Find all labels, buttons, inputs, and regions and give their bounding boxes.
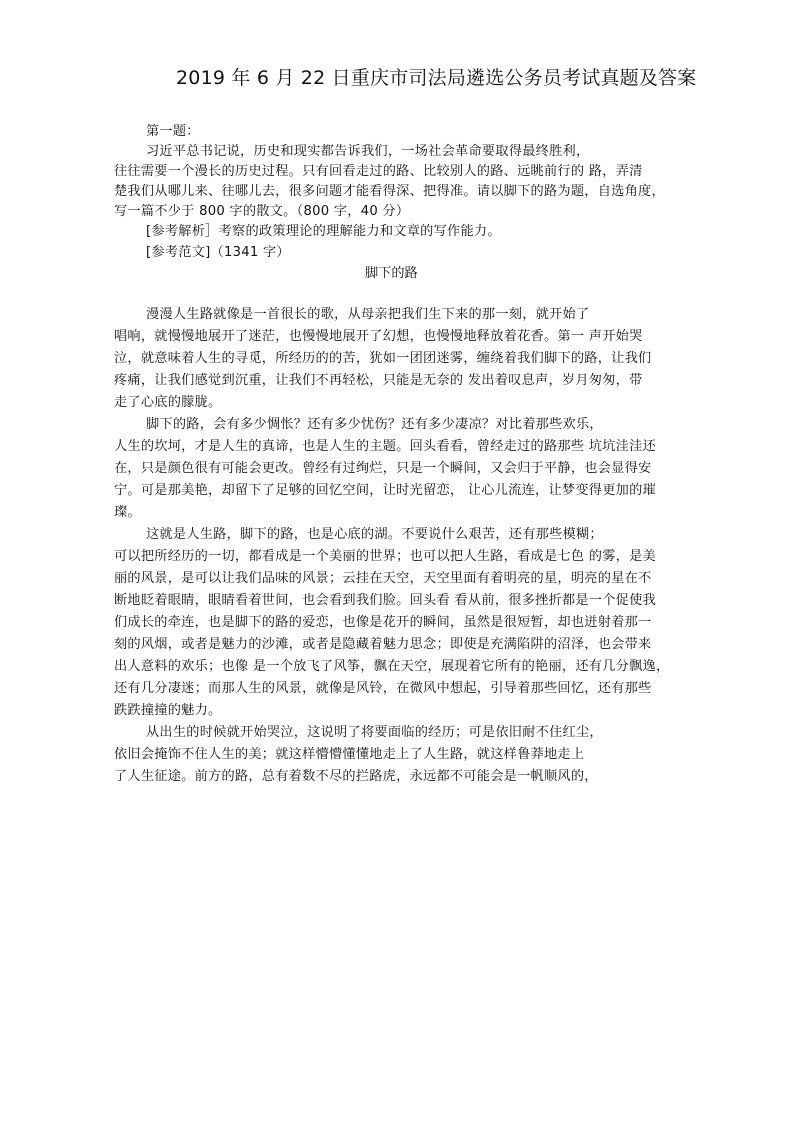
- paragraph-line: 走了心底的朦胧。: [114, 395, 222, 410]
- paragraph-line: 了人生征途。前方的路，总有着数不尽的拦路虎，永远都不可能会是一帆顺风的，: [114, 769, 598, 784]
- paragraph-line: 依旧会掩饰不住人生的美；就这样懵懵懂懂地走上了人生路，就这样鲁莽地走上: [114, 747, 585, 762]
- paragraph-line: 这就是人生路，脚下的路，也是心底的湖。不要说什么艰苦，还有那些模糊；: [146, 527, 603, 542]
- paragraph-line: 可以把所经历的一切，都看成是一个美丽的世界；也可以把人生路，看成是七色 的雾，是美: [114, 549, 656, 564]
- question-line: 楚我们从哪儿来、往哪儿去，很多问题才能看得深、把得准。请以脚下的路为题，自选角度，: [114, 184, 665, 199]
- question-line: 习近平总书记说，历史和现实都告诉我们，一场社会革命要取得最终胜利，: [146, 144, 590, 159]
- paragraph-line: 宁。可是那美艳，却留下了足够的回忆空间，让时光留恋， 让心儿流连，让梦变得更加的璀: [114, 483, 656, 498]
- paragraph-line: 断地眨着眼睛，眼睛看着世间，也会看到我们脸。回头看 看从前，很多挫折都是一个促使我: [114, 593, 656, 608]
- paragraph-line: 人生的坎坷，才是人生的真谛，也是人生的主题。回头看看，曾经走过的路那些 坑坑洼洼还: [114, 439, 656, 454]
- paragraph-line: 唱响，就慢慢地展开了迷茫，也慢慢地展开了幻想，也慢慢地释放着花香。第一 声开始哭: [114, 329, 643, 344]
- paragraph-line: 丽的风景，是可以让我们品味的风景；云挂在天空，天空里面有着明亮的星，明亮的星在不: [114, 571, 652, 586]
- paragraph-line: 跌跌撞撞的魅力。: [114, 703, 222, 718]
- paragraph-line: 出人意料的欢乐；也像 是一个放飞了风筝，飘在天空，展现着它所有的艳丽，还有几分飘逸，: [114, 659, 670, 674]
- paragraph-line: 疼痛，让我们感觉到沉重，让我们不再轻松，只能是无奈的 发出着叹息声，岁月匆匆，带: [114, 373, 643, 388]
- paragraph-line: 漫漫人生路就像是一首很长的歌，从母亲把我们生下来的那一刻，就开始了: [146, 307, 590, 322]
- analysis-note: [参考解析］考察的政策理论的理解能力和文章的写作能力。: [146, 224, 501, 239]
- essay-title: 脚下的路: [365, 266, 418, 281]
- paragraph-line: 脚下的路，会有多少惆怅？还有多少忧伤？还有多少凄凉？对比着那些欢乐，: [146, 417, 603, 432]
- paragraph-line: 们成长的牵连，也是脚下的路的爱恋，也像是花开的瞬间，虽然是很短暂，却也迸射着那一: [114, 615, 652, 630]
- paragraph-line: 在，只是颜色很有可能会更改。曾经有过绚烂，只是一个瞬间，又会归于平静，也会显得安: [114, 461, 652, 476]
- paragraph-line: 璨。: [114, 505, 141, 520]
- question-label: 第一题：: [146, 124, 200, 139]
- question-line: 往往需要一个漫长的历史过程。只有回看走过的路、比较别人的路、远眺前行的 路，弄清: [114, 164, 643, 179]
- paragraph-line: 还有几分凄迷；而那人生的风景，就像是风铃，在微风中想起，引导着那些回忆，还有那些: [114, 681, 652, 696]
- paragraph-line: 从出生的时候就开始哭泣，这说明了将要面临的经历；可是依旧耐不住红尘，: [146, 725, 603, 740]
- paragraph-line: 泣，就意味着人生的寻觅，所经历的的苦，犹如一团团迷雾，缠绕着我们脚下的路，让我们: [114, 351, 652, 366]
- document-title: 2019 年 6 月 22 日重庆市司法局遴选公务员考试真题及答案: [176, 67, 697, 89]
- sample-essay-label: [参考范文]（1341 字）: [146, 245, 290, 260]
- paragraph-line: 刻的风烟，或者是魅力的沙滩，或者是隐藏着魅力思念；即使是充满陷阱的沼泽，也会带来: [114, 637, 652, 652]
- question-line: 写一篇不少于 800 字的散文。（800 字，40 分）: [114, 204, 410, 219]
